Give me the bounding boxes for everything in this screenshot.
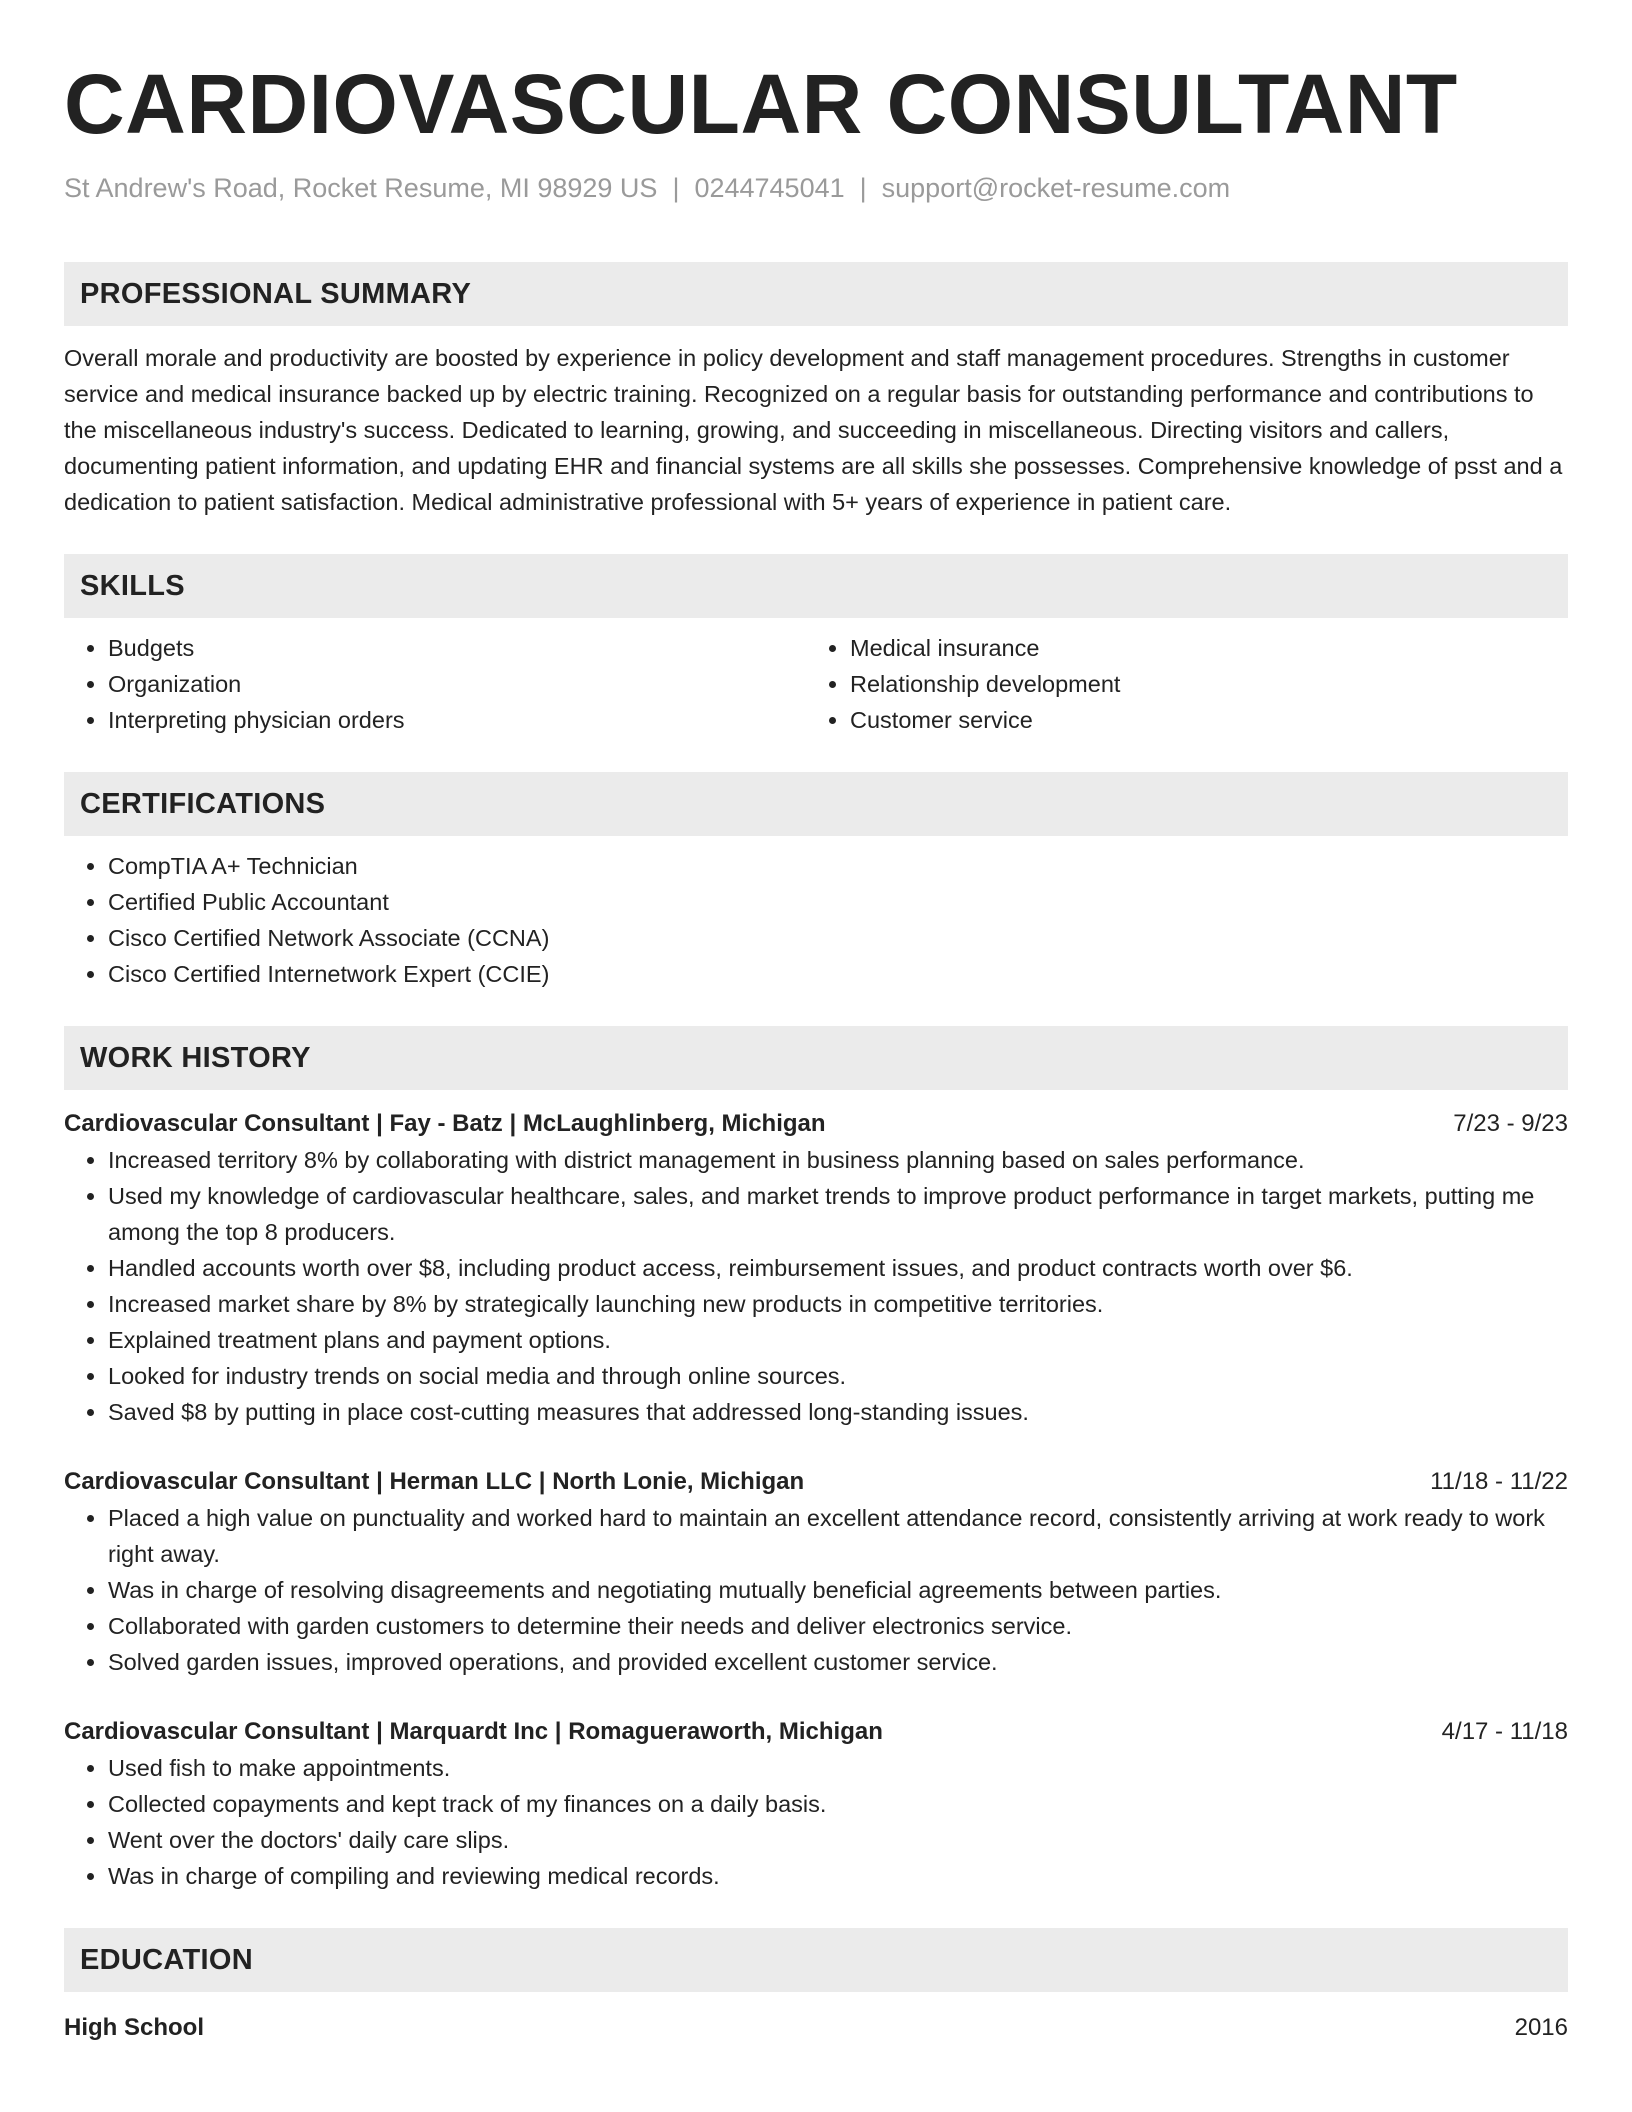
job-dates: 7/23 - 9/23: [1453, 1110, 1568, 1137]
job-header: [64, 1106, 1568, 1142]
job-bullet: • Used my knowledge of cardiovascular healthcare, sales, and market trends to improve product performance in target markets, putting me among the top 8 producers.: [108, 1178, 1568, 1250]
education-year: 2016: [1514, 2014, 1568, 2041]
job-bullet: • Used fish to make appointments.: [108, 1750, 1568, 1786]
skill-item: • Interpreting physician orders: [108, 702, 806, 738]
job-bullet: • Handled accounts worth over $8, including product access, reimbursement issues, and product contracts worth over $6.: [108, 1250, 1568, 1286]
summary-heading: PROFESSIONAL SUMMARY: [64, 262, 1568, 326]
skill-item: • Customer service: [850, 702, 1548, 738]
education-heading: EDUCATION: [64, 1928, 1568, 1992]
contact-phone: 0244745041: [694, 173, 845, 203]
skills-column-right: [806, 630, 1548, 738]
contact-email: support@rocket-resume.com: [881, 173, 1231, 203]
job-entry: [64, 1106, 1568, 1430]
skill-item: • Medical insurance: [850, 630, 1548, 666]
contact-line: [64, 170, 1568, 206]
job-entry: [64, 1714, 1568, 1894]
contact-separator: |: [672, 173, 680, 203]
job-bullet: • Increased territory 8% by collaborating with district management in business planning based on sales performance.: [108, 1142, 1568, 1178]
job-bullet: • Went over the doctors' daily care slips.: [108, 1822, 1568, 1858]
skills-column-left: [64, 630, 806, 738]
resume-name: CARDIOVASCULAR CONSULTANT: [64, 57, 1458, 151]
contact-separator: |: [859, 173, 867, 203]
job-bullet: • Looked for industry trends on social media and through online sources.: [108, 1358, 1568, 1394]
contact-address: St Andrew's Road, Rocket Resume, MI 98929 US: [64, 173, 658, 203]
certification-item: • Cisco Certified Network Associate (CCNA): [108, 920, 1568, 956]
job-bullet: • Was in charge of compiling and reviewing medical records.: [108, 1858, 1568, 1894]
job-title: Cardiovascular Consultant | Marquardt Inc | Romagueraworth, Michigan: [64, 1718, 883, 1745]
work-history-heading: WORK HISTORY: [64, 1026, 1568, 1090]
job-bullets: [64, 1142, 1568, 1430]
job-header: [64, 1714, 1568, 1750]
job-bullet: • Placed a high value on punctuality and worked hard to maintain an excellent attendance record, consistently arriving at work ready to work right away.: [108, 1500, 1568, 1572]
job-bullet: • Increased market share by 8% by strategically launching new products in competitive territories.: [108, 1286, 1568, 1322]
skill-item: • Budgets: [108, 630, 806, 666]
education-entry: [64, 2010, 1568, 2046]
job-bullet: • Solved garden issues, improved operations, and provided excellent customer service.: [108, 1644, 1568, 1680]
summary-text: Overall morale and productivity are boosted by experience in policy development and staff management procedures. Strengths in customer service and medical insurance backed up by electric training. Recognized on a regular basis for outstanding performance and contributions to the miscellaneous industry's success. Dedicated to learning, growing, and succeeding in miscellaneous. Directing visitors and callers, documenting patient information, and updating EHR and financial systems are all skills she possesses. Comprehensive knowledge of psst and a dedication to patient satisfaction. Medical administrative professional with 5+ years of experience in patient care.: [64, 345, 1563, 515]
skill-item: • Relationship development: [850, 666, 1548, 702]
job-title: Cardiovascular Consultant | Fay - Batz | McLaughlinberg, Michigan: [64, 1110, 826, 1137]
skills-grid: [64, 630, 1568, 738]
job-entry: [64, 1464, 1568, 1680]
resume-page: [64, 0, 1568, 2046]
job-bullet: • Was in charge of resolving disagreements and negotiating mutually beneficial agreements between parties.: [108, 1572, 1568, 1608]
job-title: Cardiovascular Consultant | Herman LLC | North Lonie, Michigan: [64, 1468, 805, 1495]
job-bullets: [64, 1500, 1568, 1680]
job-dates: 4/17 - 11/18: [1441, 1718, 1568, 1745]
skill-item: • Organization: [108, 666, 806, 702]
education-school: High School: [64, 2014, 204, 2041]
certifications-list: [64, 848, 1568, 992]
certification-item: • CompTIA A+ Technician: [108, 848, 1568, 884]
job-bullet: • Saved $8 by putting in place cost-cutting measures that addressed long-standing issues.: [108, 1394, 1568, 1430]
certification-item: • Certified Public Accountant: [108, 884, 1568, 920]
job-dates: 11/18 - 11/22: [1430, 1468, 1568, 1495]
job-bullet: • Collaborated with garden customers to determine their needs and deliver electronics service.: [108, 1608, 1568, 1644]
skills-heading: SKILLS: [64, 554, 1568, 618]
job-header: [64, 1464, 1568, 1500]
certification-item: • Cisco Certified Internetwork Expert (CCIE): [108, 956, 1568, 992]
certifications-heading: CERTIFICATIONS: [64, 772, 1568, 836]
job-bullet: • Explained treatment plans and payment options.: [108, 1322, 1568, 1358]
job-bullets: [64, 1750, 1568, 1894]
job-bullet: • Collected copayments and kept track of my finances on a daily basis.: [108, 1786, 1568, 1822]
